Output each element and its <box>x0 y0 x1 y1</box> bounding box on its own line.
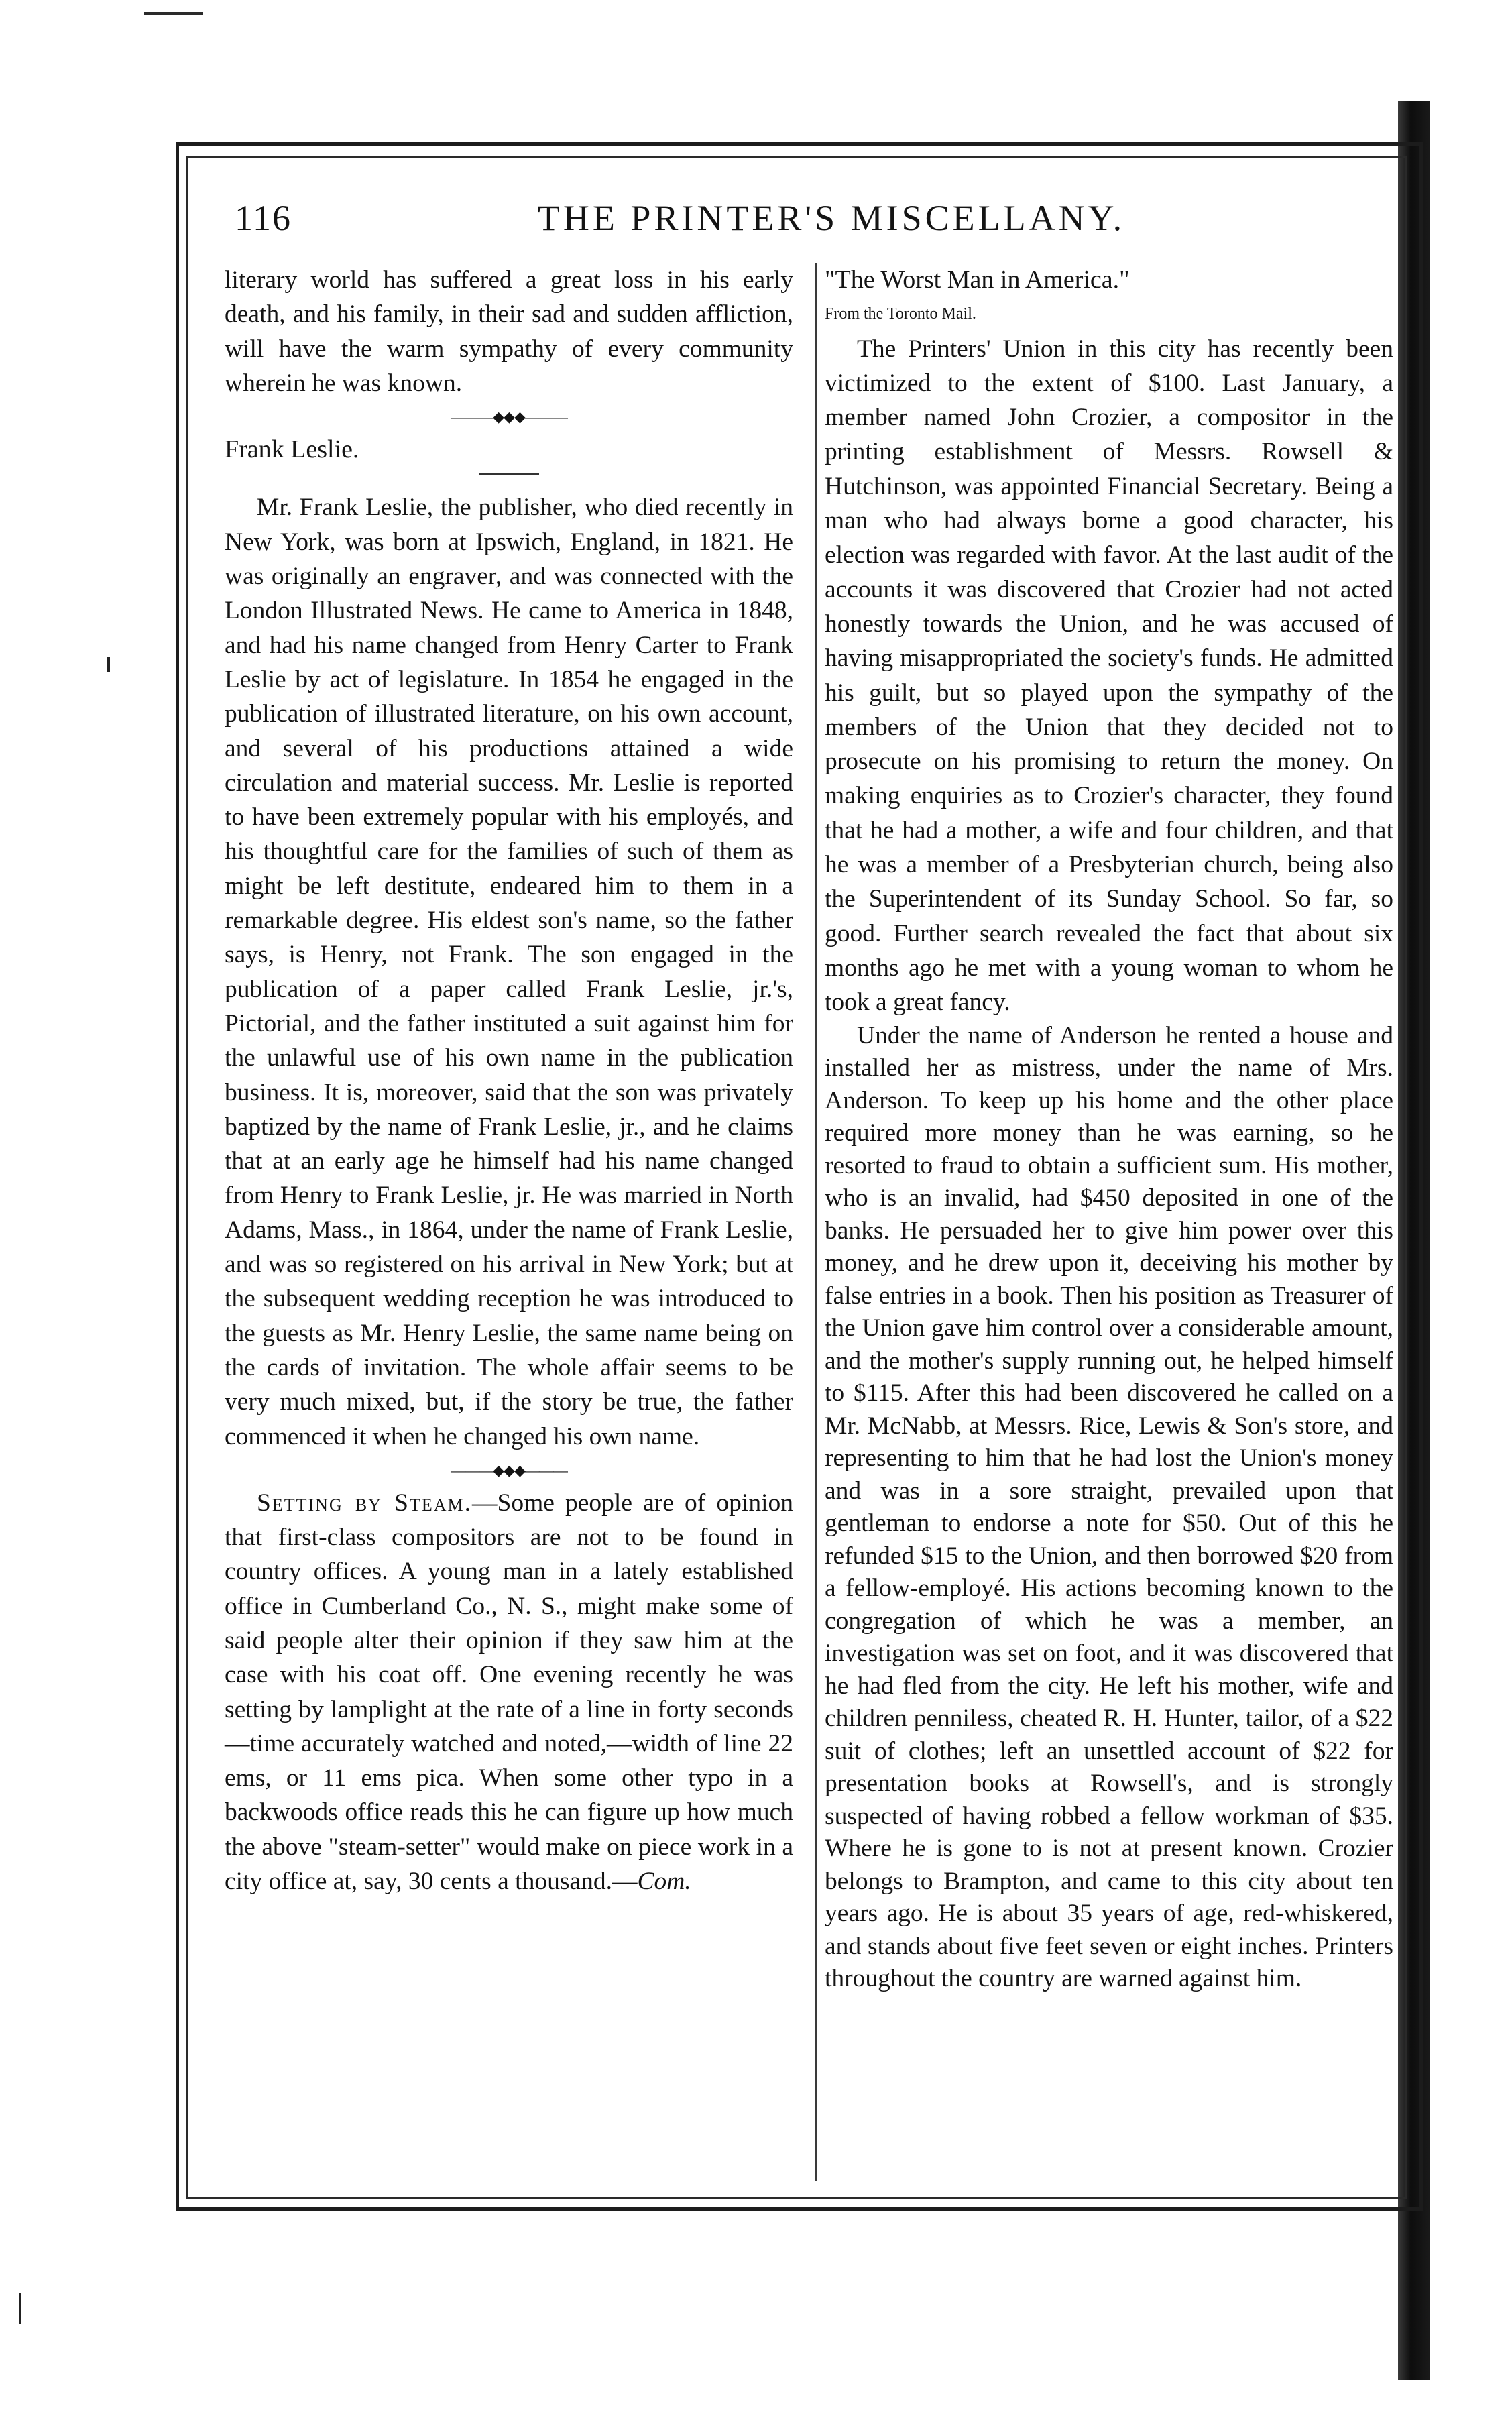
margin-mark <box>19 2293 21 2324</box>
continued-paragraph: literary world has suffered a great loss in his early death, and his family, in their sad and sudden affliction, will have the warm sympathy of every community wherein he was known. <box>225 266 793 397</box>
article-heading: "The Worst Man in America." <box>825 266 1130 294</box>
left-column <box>225 263 793 1898</box>
right-column <box>825 263 1393 1996</box>
article-lead: Setting by Steam. <box>257 1489 472 1517</box>
heading-rule <box>479 473 539 475</box>
article-heading: Frank Leslie. <box>225 435 359 464</box>
top-edge-rule <box>144 12 203 15</box>
article-body <box>225 1486 793 1899</box>
column-divider <box>815 263 817 2181</box>
margin-mark <box>107 657 110 672</box>
page-header <box>201 182 1381 256</box>
article-body: Mr. Frank Leslie, the publisher, who died recently in New York, was born at Ipswich, England, in 1821. He was originally an engraver, and was connected with the London Illustrated News. He came to America in 1848, and had his name changed from Henry Carter to Frank Leslie by act of legislature. In 1854 he engaged in the publication of illustrated literature, on his own account, and several of his productions attained a wide circulation and material success. Mr. Leslie is reported to have been extremely popular with his employés, and his thoughtful care for the families of such of them as might be left destitute, endeared him to them in a remarkable degree. His eldest son's name, so the father says, is Henry, not Frank. The son engaged in the publication of a paper called Frank Leslie, jr.'s, Pictorial, and the father instituted a suit against him for the unlawful use of his own name in the publication business. It is, moreover, said that the son was privately baptized by the name of Frank Leslie, jr., and he claims that at an early age he himself had his name changed from Henry to Frank Leslie, jr. He was married in North Adams, Mass., in 1864, under the name of Frank Leslie, and was so registered on his arrival in New York; but at the subsequent wedding reception he was introduced to the guests as Mr. Henry Leslie, the same name being on the cards of invitation. The whole affair seems to be very much mixed, but, if the story be true, the father commenced it when he changed his own name. <box>225 494 793 1450</box>
running-title: THE PRINTER'S MISCELLANY. <box>537 198 1126 238</box>
article-credit: Com. <box>637 1867 691 1896</box>
section-ornament: ———◆◆◆——— <box>451 408 567 426</box>
article-body-text: —Some people are of opinion that first-class compositors are not to be found in country offices. A young man in a lately established office in Cumberland Co., N. S., might make some of said people alter their opinion if they saw him at the case with his coat off. One evening recently he was setting by lamplight at the rate of a line in forty seconds—time accurately watched and noted,—width of line 22 ems, or 11 ems pica. When some other typo in a backwoods office reads this he can figure up how much the above "steam-setter" would make on piece work in a city office at, say, 30 cents a thousand.— <box>225 1489 793 1896</box>
article-body: The Printers' Union in this city has recently been victimized to the extent of $100. Last January, a member named John Crozier, a compositor in the printing establishment of Messrs. Rowsell & Hutchinson, was appointed Financial Secretary. Being a man who had always borne a good character, his election was regarded with favor. At the last audit of the accounts it was discovered that Crozier had not acted honestly towards the Union, and he was accused of having misappropriated the society's funds. He admitted his guilt, but so played upon the sympathy of the members of the Union that they decided not to prosecute on his promising to return the money. On making enquiries as to Crozier's character, they found that he had a mother, a wife and four children, and that he was a member of a Presbyterian church, being also the Superintendent of its Sunday School. So far, so good. Further search revealed the fact that about six months ago he met with a young woman to whom he took a great fancy. <box>825 335 1393 1017</box>
article-source: From the Toronto Mail. <box>825 305 976 323</box>
article-body: Under the name of Anderson he rented a house and installed her as mistress, under the name of Mrs. Anderson. To keep up his home and the other place required more money than he was earning, so he resorted to fraud to obtain a sufficient sum. His mother, who is an invalid, had $450 deposited in one of the banks. He persuaded her to give him power over this money, and he drew upon it, deceiving his mother by false entries in a book. Then his position as Treasurer of the Union gave him control over a considerable amount, and the mother's supply running out, he helped himself to $115. After this had been discovered he called on a Mr. McNabb, at Messrs. Rice, Lewis & Son's store, and representing to him that he had lost the Union's money and was in a sore straight, prevailed upon that gentleman to endorse a note for $50. Out of this he refunded $15 to the Union, and then borrowed $20 from a fellow-employé. His actions becoming known to the congregation of which he was a member, an investigation was set on foot, and it was discovered that he had fled from the city. He left his mother, wife and children penniless, cheated R. H. Hunter, tailor, of a $22 suit of clothes; left an unsettled account of $22 for presentation books at Rowsell's, and is strongly suspected of having robbed a fellow workman of $35. Where he is gone to is not at present known. Crozier belongs to Brampton, and came to this city about ten years ago. He is about 35 years of age, red-whiskered, and stands about five feet seven or eight inches. Printers throughout the country are warned against him. <box>825 1021 1393 1993</box>
page-number: 116 <box>235 198 292 238</box>
section-ornament: ———◆◆◆——— <box>451 1461 567 1479</box>
